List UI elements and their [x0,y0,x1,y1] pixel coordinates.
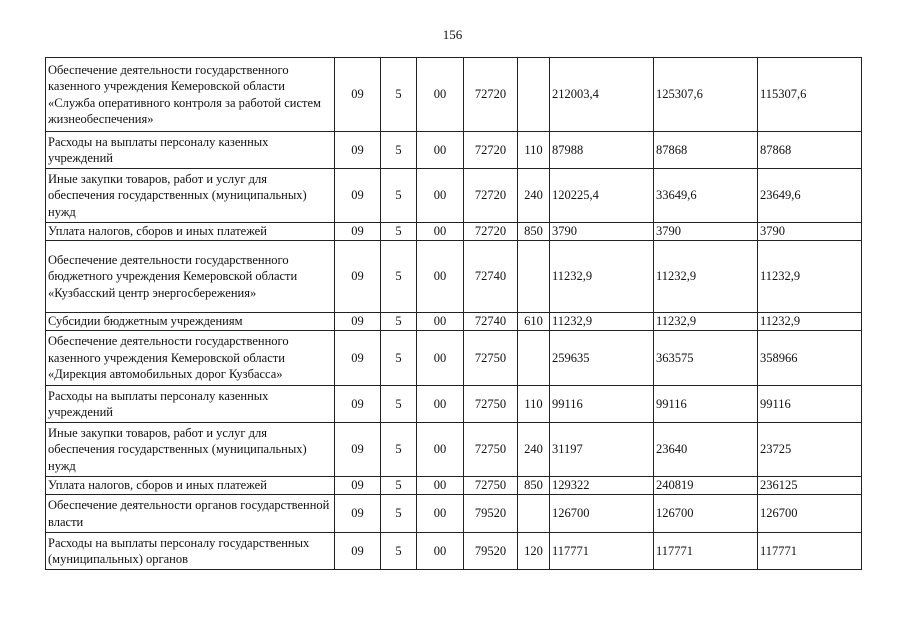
row-code: 72750 [464,386,518,423]
row-section: 09 [335,241,381,313]
row-amount-year3: 115307,6 [758,58,862,132]
row-group: 00 [417,495,464,533]
row-amount-year2: 125307,6 [654,58,758,132]
row-amount-year3: 117771 [758,533,862,570]
row-code: 72720 [464,58,518,132]
row-code: 72750 [464,423,518,477]
row-code: 79520 [464,495,518,533]
table-row [46,58,862,132]
row-group: 00 [417,331,464,386]
row-expense-type [518,241,550,313]
row-code: 72750 [464,331,518,386]
row-expense-type: 240 [518,423,550,477]
row-section: 09 [335,495,381,533]
row-amount-year2: 363575 [654,331,758,386]
row-amount-year2: 99116 [654,386,758,423]
row-name: Субсидии бюджетным учреждениям [46,313,335,331]
row-amount-year2: 87868 [654,132,758,169]
table-row [46,331,862,386]
row-amount-year3: 87868 [758,132,862,169]
table-row [46,169,862,223]
row-name: Уплата налогов, сборов и иных платежей [46,477,335,495]
table-row [46,313,862,331]
row-subsection: 5 [381,386,417,423]
row-amount-year1: 212003,4 [550,58,654,132]
row-subsection: 5 [381,241,417,313]
row-expense-type: 240 [518,169,550,223]
row-amount-year1: 87988 [550,132,654,169]
row-section: 09 [335,132,381,169]
row-expense-type: 850 [518,223,550,241]
row-name: Расходы на выплаты персоналу государственных (муниципальных) органов [46,533,335,570]
row-section: 09 [335,331,381,386]
row-amount-year1: 117771 [550,533,654,570]
row-amount-year2: 23640 [654,423,758,477]
row-section: 09 [335,313,381,331]
row-amount-year3: 358966 [758,331,862,386]
row-group: 00 [417,533,464,570]
table-row [46,241,862,313]
row-amount-year1: 99116 [550,386,654,423]
row-section: 09 [335,533,381,570]
row-name: Иные закупки товаров, работ и услуг для обеспечения государственных (муниципальных) нужд [46,169,335,223]
row-amount-year1: 129322 [550,477,654,495]
table-row [46,423,862,477]
row-code: 72720 [464,132,518,169]
row-amount-year3: 236125 [758,477,862,495]
row-amount-year2: 240819 [654,477,758,495]
row-code: 72750 [464,477,518,495]
row-code: 72720 [464,223,518,241]
row-subsection: 5 [381,58,417,132]
row-section: 09 [335,386,381,423]
row-subsection: 5 [381,533,417,570]
row-group: 00 [417,132,464,169]
row-expense-type: 110 [518,386,550,423]
row-subsection: 5 [381,495,417,533]
row-amount-year1: 11232,9 [550,241,654,313]
row-name: Расходы на выплаты персоналу казенных учреждений [46,132,335,169]
row-amount-year3: 11232,9 [758,313,862,331]
budget-table [45,57,862,570]
row-name: Обеспечение деятельности органов государственной власти [46,495,335,533]
row-section: 09 [335,223,381,241]
row-section: 09 [335,169,381,223]
row-amount-year3: 99116 [758,386,862,423]
row-subsection: 5 [381,477,417,495]
row-group: 00 [417,477,464,495]
row-expense-type: 850 [518,477,550,495]
row-amount-year2: 11232,9 [654,241,758,313]
row-subsection: 5 [381,132,417,169]
row-name: Расходы на выплаты персоналу казенных учреждений [46,386,335,423]
row-amount-year1: 31197 [550,423,654,477]
table-row [46,223,862,241]
table-row [46,386,862,423]
page-number: 156 [442,27,463,42]
row-amount-year3: 11232,9 [758,241,862,313]
row-amount-year1: 11232,9 [550,313,654,331]
row-expense-type: 110 [518,132,550,169]
row-subsection: 5 [381,313,417,331]
row-name: Обеспечение деятельности государственного казенного учреждения Кемеровской области «Служба оперативного контроля за работой систем жизнеобеспечения» [46,58,335,132]
row-expense-type [518,331,550,386]
row-amount-year2: 3790 [654,223,758,241]
row-group: 00 [417,223,464,241]
row-section: 09 [335,58,381,132]
table-row [46,477,862,495]
row-code: 79520 [464,533,518,570]
row-group: 00 [417,58,464,132]
row-group: 00 [417,386,464,423]
row-amount-year1: 126700 [550,495,654,533]
row-expense-type: 120 [518,533,550,570]
row-amount-year1: 259635 [550,331,654,386]
row-amount-year1: 120225,4 [550,169,654,223]
row-amount-year1: 3790 [550,223,654,241]
row-subsection: 5 [381,423,417,477]
row-group: 00 [417,169,464,223]
row-subsection: 5 [381,169,417,223]
row-expense-type [518,495,550,533]
table-row [46,533,862,570]
row-code: 72720 [464,169,518,223]
row-amount-year3: 23649,6 [758,169,862,223]
row-amount-year2: 11232,9 [654,313,758,331]
row-group: 00 [417,313,464,331]
row-amount-year2: 126700 [654,495,758,533]
row-section: 09 [335,423,381,477]
row-name: Обеспечение деятельности государственного бюджетного учреждения Кемеровской области «Кузбасский центр энергосбережения» [46,241,335,313]
row-subsection: 5 [381,223,417,241]
row-expense-type: 610 [518,313,550,331]
row-code: 72740 [464,313,518,331]
row-code: 72740 [464,241,518,313]
row-amount-year2: 117771 [654,533,758,570]
row-amount-year3: 126700 [758,495,862,533]
row-name: Обеспечение деятельности государственного казенного учреждения Кемеровской области «Дирекция автомобильных дорог Кузбасса» [46,331,335,386]
row-amount-year3: 3790 [758,223,862,241]
row-group: 00 [417,241,464,313]
table-row [46,495,862,533]
row-name: Уплата налогов, сборов и иных платежей [46,223,335,241]
row-name: Иные закупки товаров, работ и услуг для обеспечения государственных (муниципальных) нужд [46,423,335,477]
row-section: 09 [335,477,381,495]
row-amount-year2: 33649,6 [654,169,758,223]
table-row [46,132,862,169]
row-expense-type [518,58,550,132]
row-group: 00 [417,423,464,477]
row-amount-year3: 23725 [758,423,862,477]
row-subsection: 5 [381,331,417,386]
